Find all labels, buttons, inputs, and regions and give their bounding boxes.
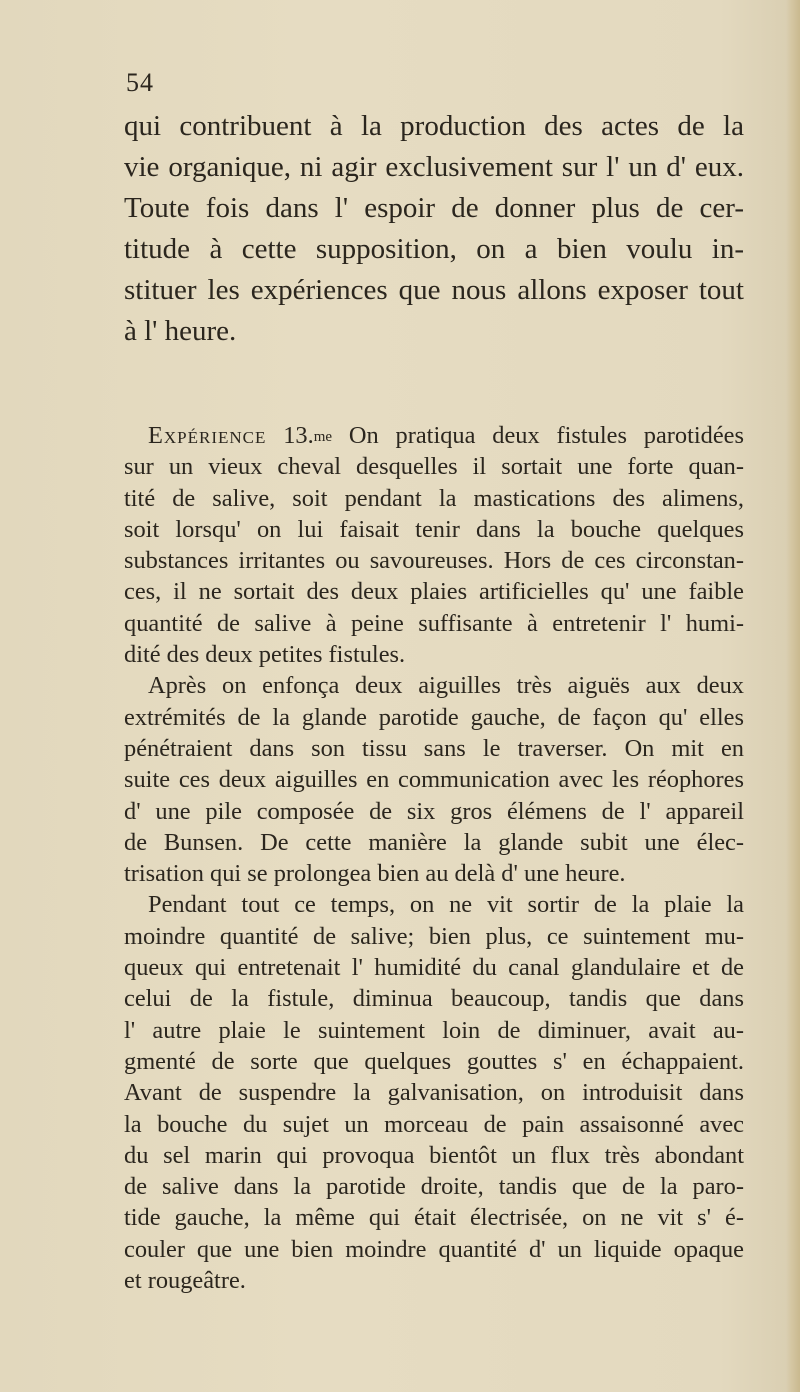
text-line: gmenté de sorte que quelques gouttes s' en échappaient. [124, 1047, 744, 1075]
paragraph-3 [124, 889, 744, 1296]
experience-section [124, 420, 744, 1296]
text-line: sur un vieux cheval desquelles il sortait une forte quan- [124, 453, 744, 481]
text-line: la bouche du sujet un morceau de pain assaisonné avec [124, 1110, 744, 1138]
experience-number-sup: me [313, 429, 333, 445]
text-line: d' une pile composée de six gros élémens de l' appareil [124, 797, 744, 825]
text-line: suite ces deux aiguilles en communication avec les réophores [124, 766, 744, 794]
text-line: extrémités de la glande parotide gauche, de façon qu' elles [124, 703, 744, 731]
text-line: titude à cette supposition, on a bien voulu in- [124, 233, 744, 265]
text-fragment: On pratiqua deux fistules parotidées [348, 422, 744, 449]
text-line: moindre quantité de salive; bien plus, ce suintement mu- [124, 922, 744, 950]
intro-paragraph [124, 106, 744, 352]
text-line: couler que une bien moindre quantité d' un liquide opaque [124, 1235, 744, 1263]
experience-label: Expérience [148, 422, 267, 449]
page-edge-shadow [786, 0, 800, 1392]
text-line: Après on enfonça deux aiguilles très aiguës aux deux [148, 672, 744, 700]
text-line: l' autre plaie le suintement loin de diminuer, avait au- [124, 1016, 744, 1044]
paragraph-1 [124, 420, 744, 670]
text-line: et rougeâtre. [124, 1267, 246, 1295]
text-line: tité de salive, soit pendant la mastications des alimens, [124, 484, 744, 512]
text-line: vie organique, ni agir exclusivement sur l' un d' eux. [124, 151, 744, 183]
text-line [124, 420, 744, 451]
text-line: de Bunsen. De cette manière la glande subit une élec- [124, 828, 744, 856]
text-line: celui de la fistule, diminua beaucoup, tandis que dans [124, 985, 744, 1013]
text-line: Avant de suspendre la galvanisation, on introduisit dans [124, 1079, 744, 1107]
text-line: stituer les expériences que nous allons exposer tout [124, 274, 744, 306]
text-line: du sel marin qui provoqua bientôt un flux très abondant [124, 1141, 744, 1169]
text-line: de salive dans la parotide droite, tandis que de la paro- [124, 1173, 744, 1201]
paragraph-2 [124, 670, 744, 889]
text-line: quantité de salive à peine suffisante à entretenir l' humi- [124, 609, 744, 637]
text-line: Toute fois dans l' espoir de donner plus de cer- [124, 192, 744, 224]
text-line: ces, il ne sortait des deux plaies artificielles qu' une faible [124, 578, 744, 606]
text-line: tide gauche, la même qui était électrisée, on ne vit s' é- [124, 1204, 744, 1232]
page-number: 54 [126, 68, 154, 97]
text-line: trisation qui se prolongea bien au delà d' une heure. [124, 860, 626, 888]
text-line: Pendant tout ce temps, on ne vit sortir de la plaie la [148, 891, 744, 919]
text-line: queux qui entretenait l' humidité du canal glandulaire et de [124, 954, 744, 982]
text-line: soit lorsqu' on lui faisait tenir dans la bouche quelques [124, 515, 744, 543]
text-line: dité des deux petites fistules. [124, 641, 406, 669]
text-line: qui contribuent à la production des actes de la [124, 110, 744, 142]
text-line: à l' heure. [124, 315, 237, 347]
text-line: substances irritantes ou savoureuses. Hors de ces circonstan- [124, 547, 744, 575]
experience-number: 13. [283, 422, 314, 449]
text-line: pénétraient dans son tissu sans le traverser. On mit en [124, 734, 744, 762]
